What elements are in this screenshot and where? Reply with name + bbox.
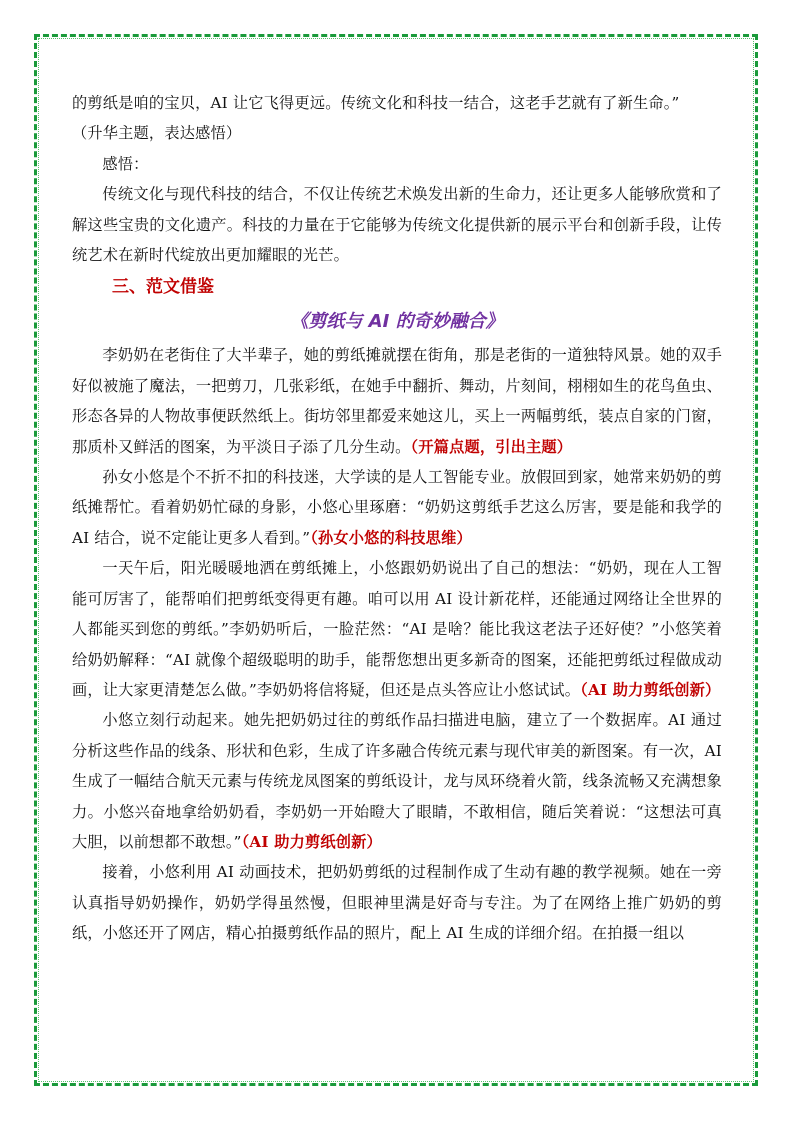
paragraph-annotation: （AI 助力剪纸创新） [580, 680, 721, 699]
closing-quote-line: 的剪纸是咱的宝贝，AI 让它飞得更远。传统文化和科技一结合，这老手艺就有了新生命。” [72, 94, 680, 112]
paragraph-text: 接着，小悠利用 AI 动画技术，把奶奶剪纸的过程制作成了生动有趣的教学视频。她在一旁认真指导奶奶操作，奶奶学得虽然慢，但眼神里满是好奇与专注。为了在网络上推广奶奶的剪纸，小悠还开了网店，精心拍摄剪纸作品的照片，配上 AI 生成的详细介绍。在拍摄一组以 [72, 863, 722, 943]
paragraph-annotation: （孙女小悠的科技思维） [310, 528, 472, 547]
paragraph-annotation: （开篇点题，引出主题） [410, 437, 573, 456]
essay-paragraph-1 [72, 340, 722, 462]
paragraph-text: 孙女小悠是个不折不扣的科技迷，大学读的是人工智能专业。放假回到家，她常来奶奶的剪纸摊帮忙。看着奶奶忙碌的身影，小悠心里琢磨：“奶奶这剪纸手艺这么厉害，要是能和我学的 AI 结合，说不定能让更多人看到。” [72, 468, 722, 547]
essay-paragraph-2 [72, 462, 722, 553]
essay-paragraph-5 [72, 857, 722, 948]
essay-paragraph-4 [72, 705, 722, 857]
annotation-sublimate: （升华主题，表达感悟） [72, 124, 242, 143]
paragraph-text: 李奶奶在老街住了大半辈子，她的剪纸摊就摆在街角，那是老街的一道独特风景。她的双手好似被施了魔法，一把剪刀，几张彩纸，在她手中翻折、舞动，片刻间，栩栩如生的花鸟鱼虫、形态各异的人物故事便跃然纸上。街坊邻里都爱来她这儿，买上一两幅剪纸，装点自家的门窗，那质朴又鲜活的图案，为平淡日子添了几分生动。 [72, 346, 722, 456]
paragraph-text: 一天午后，阳光暖暖地洒在剪纸摊上，小悠跟奶奶说出了自己的想法：“奶奶，现在人工智能可厉害了，能帮咱们把剪纸变得更有趣。咱可以用 AI 设计新花样，还能通过网络让全世界的人都能买到您的剪纸。”李奶奶听后，一脸茫然：“AI 是啥？能比我这老法子还好使？”小悠笑着给奶奶解释：“AI 就像个超级聪明的助手，能帮您想出更多新奇的图案，还能把剪纸过程做成动画，让大家更清楚怎么做。”李奶奶将信将疑，但还是点头答应让小悠试试。 [72, 559, 722, 699]
ganwu-text: 传统文化与现代科技的结合，不仅让传统艺术焕发出新的生命力，还让更多人能够欣赏和了解这些宝贵的文化遗产。科技的力量在于它能够为传统文化提供新的展示平台和创新手段，让传统艺术在新时代绽放出更加耀眼的光芒。 [72, 185, 722, 265]
paragraph-annotation: （AI 助力剪纸创新） [241, 832, 382, 851]
ganwu-label: 感悟： [102, 154, 149, 173]
paragraph-text: 小悠立刻行动起来。她先把奶奶过往的剪纸作品扫描进电脑，建立了一个数据库。AI 通过分析这些作品的线条、形状和色彩，生成了许多融合传统元素与现代审美的新图案。有一次，AI 生成了一幅结合航天元素与传统龙凤图案的剪纸设计，龙与凤环绕着火箭，线条流畅又充满想象力。小悠兴奋地拿给奶奶看，李奶奶一开始瞪大了眼睛，不敢相信，随后笑着说：“这想法可真大胆，以前想都不敢想。” [72, 711, 722, 851]
essay-title: 《剪纸与 AI 的奇妙融合》 [290, 311, 504, 333]
essay-paragraph-3 [72, 553, 722, 705]
document-body [72, 88, 722, 949]
section-heading: 三、范文借鉴 [112, 277, 214, 298]
